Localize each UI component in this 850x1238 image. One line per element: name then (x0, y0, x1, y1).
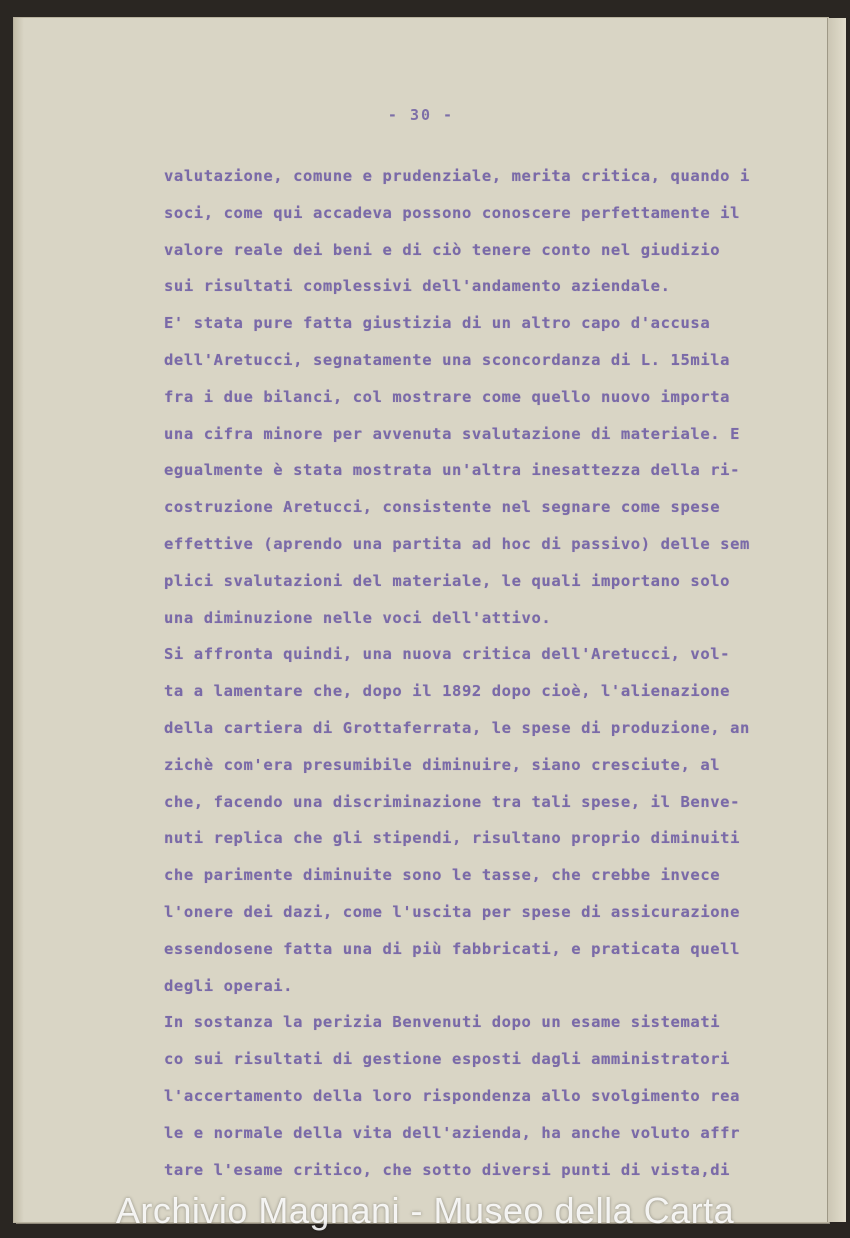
text-line: essendosene fatta una di più fabbricati, e praticata quell (164, 939, 741, 958)
text-line: egualmente è stata mostrata un'altra inesattezza della ri- (164, 461, 741, 480)
text-line: ta a lamentare che, dopo il 1892 dopo cioè, l'alienazione (164, 682, 731, 701)
text-line: che parimente diminuite sono le tasse, che crebbe invece (164, 866, 721, 885)
text-line: valutazione, comune e prudenziale, merita critica, quando i (164, 167, 750, 185)
next-page-edge (827, 18, 846, 1222)
page-binding-edge (14, 18, 24, 1222)
text-line: plici svalutazioni del materiale, le quali importano solo (164, 571, 731, 590)
text-line: E' stata pure fatta giustizia di un altro capo d'accusa (164, 314, 711, 333)
text-line: della cartiera di Grottaferrata, le spese di produzione, an (164, 718, 750, 737)
text-line: co sui risultati di gestione esposti dagli amministratori (164, 1050, 731, 1069)
text-line: che, facendo una discriminazione tra tali spese, il Benve- (164, 792, 741, 811)
text-line: dell'Aretucci, segnatamente una sconcordanza di L. 15mila (164, 350, 731, 369)
text-line: l'onere dei dazi, come l'uscita per spese di assicurazione (164, 902, 741, 921)
text-line: tare l'esame critico, che sotto diversi punti di vista,di (164, 1160, 731, 1179)
text-line: soci, come qui accadeva possono conoscere perfettamente il (164, 203, 741, 222)
text-line: fra i due bilanci, col mostrare come quello nuovo importa (164, 387, 731, 406)
text-line: effettive (aprendo una partita ad hoc di passivo) delle sem (164, 534, 750, 553)
text-line: le e normale della vita dell'azienda, ha anche voluto affr (164, 1123, 741, 1142)
typed-text-body (164, 158, 828, 1188)
text-line: sui risultati complessivi dell'andamento aziendale. (164, 277, 671, 296)
text-line: nuti replica che gli stipendi, risultano proprio diminuiti (164, 829, 741, 848)
text-line: una cifra minore per avvenuta svalutazione di materiale. E (164, 424, 741, 443)
document-page (14, 18, 828, 1222)
text-line: una diminuzione nelle voci dell'attivo. (164, 608, 552, 627)
text-line: degli operai. (164, 976, 294, 995)
page-number: - 30 - (387, 106, 455, 124)
text-line: In sostanza la perizia Benvenuti dopo un esame sistemati (164, 1013, 721, 1032)
text-line: costruzione Aretucci, consistente nel segnare come spese (164, 498, 721, 517)
text-line: zichè com'era presumibile diminuire, siano cresciute, al (164, 755, 721, 774)
archive-watermark: Archivio Magnani - Museo della Carta (115, 1190, 735, 1231)
text-line: l'accertamento della loro rispondenza allo svolgimento rea (164, 1086, 741, 1105)
text-line: valore reale dei beni e di ciò tenere conto nel giudizio (164, 240, 721, 259)
text-line: Si affronta quindi, una nuova critica dell'Aretucci, vol- (164, 645, 731, 664)
